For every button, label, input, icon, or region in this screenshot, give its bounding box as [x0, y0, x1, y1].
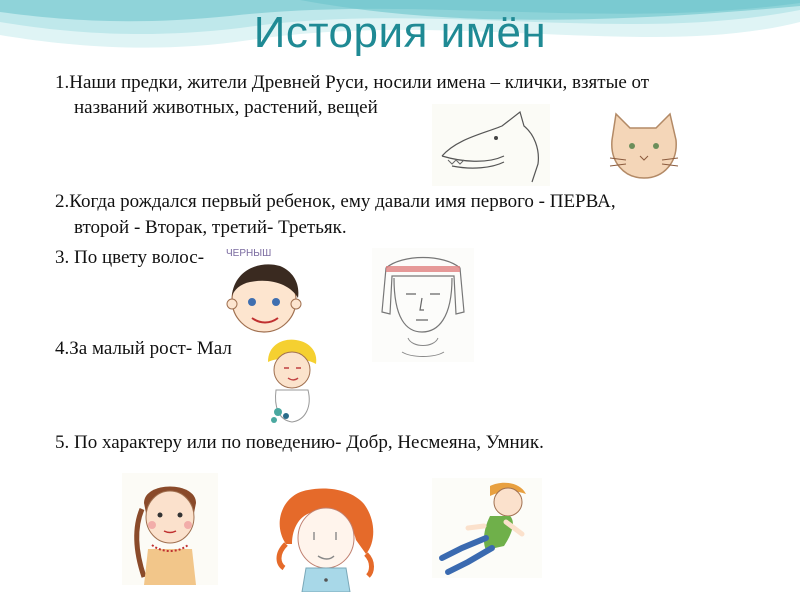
braided-girl-drawing-icon: [122, 473, 218, 585]
item-3-line: 3. По цвету волос-: [55, 247, 205, 268]
small-child-drawing-icon: [260, 336, 322, 428]
chernysh-label: ЧЕРНЫШ: [226, 248, 272, 259]
item-4-line: 4.За малый рост- Мал: [55, 338, 232, 359]
reclining-boy-drawing-icon: [432, 478, 542, 578]
item-1-line-1: 1.Наши предки, жители Древней Руси, носили имена – клички, взятые от: [55, 72, 650, 93]
item-2-line-2: второй - Вторак, третий- Третьяк.: [74, 217, 347, 238]
slide-title: История имён: [253, 8, 547, 57]
cat-drawing-icon: [606, 110, 682, 182]
item-1-line-2: названий животных, растений, вещей: [74, 97, 378, 118]
item-5-line: 5. По характеру или по поведению- Добр, Несмеяна, Умник.: [55, 432, 544, 453]
dark-haired-boy-drawing-icon: [220, 244, 306, 336]
headband-girl-drawing-icon: [372, 248, 474, 362]
item-2-line-1: 2.Когда рождался первый ребенок, ему давали имя первого - ПЕРВА,: [55, 191, 616, 212]
wolf-drawing-icon: [432, 104, 550, 186]
redhead-girl-drawing-icon: [272, 484, 380, 592]
